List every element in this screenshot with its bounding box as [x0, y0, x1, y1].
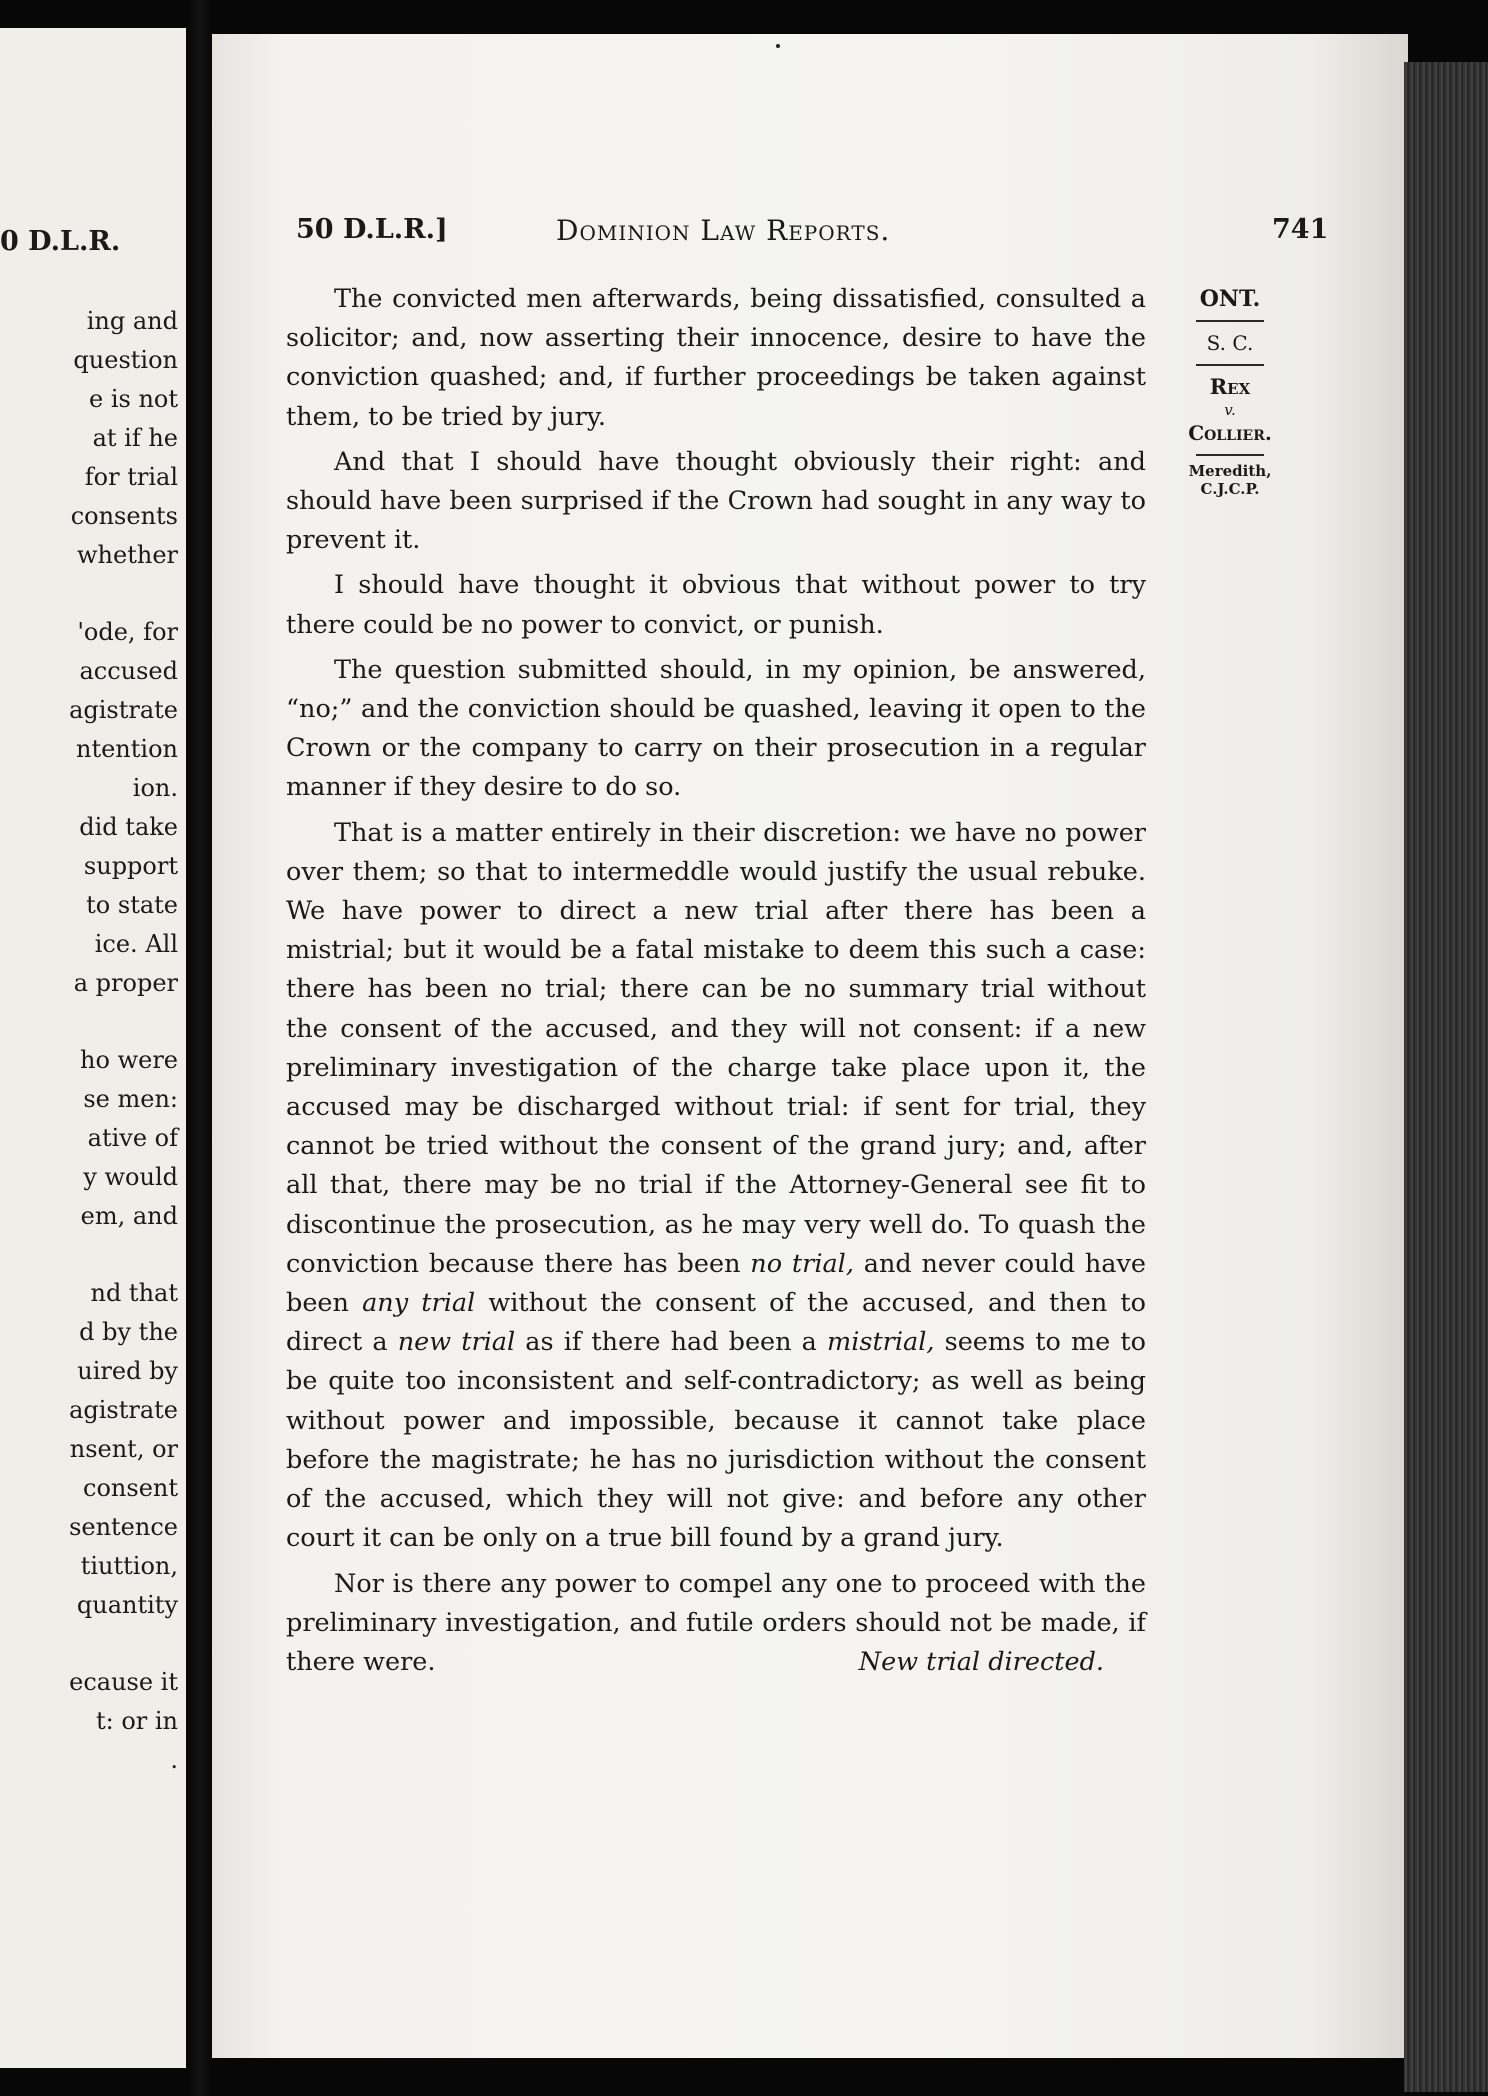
left-page-line: consent — [83, 1474, 178, 1502]
margin-note — [1180, 284, 1280, 498]
paragraph: I should have thought it obvious that without power to try there could be no power to convict, or punish. — [286, 570, 1146, 640]
text-run: as if there had been a — [515, 1327, 828, 1358]
text-run: Nor is there any power to compel any one to proceed with the preliminary investigation, and futile orders should not be made, if there were. — [286, 1568, 1146, 1677]
text-run: That is a matter entirely in their discretion: we have no power over them; so that to intermeddle would justify the usual rebuke. We have power to direct a new trial after there has been a mistrial; but it would be a fatal mistake to deem this such a case: there has been no trial; there can be no summary trial without the consent of the accused, and they will not consent: if a new preliminary investigation of the charge take place upon it, the accused may be discharged without trial: if sent for trial, they cannot be tried without the consent of the grand jury; and, after all that, there may be no trial if the Attorney-General see fit to discontinue the prosecution, as he may very well do. To quash the conviction because there has been — [286, 817, 1146, 1279]
left-page-line: a proper — [73, 969, 178, 997]
left-page-line: d by the — [79, 1318, 178, 1346]
left-page-line: for trial — [84, 463, 178, 491]
margin-judge-name: Meredith, — [1188, 462, 1272, 480]
margin-court: ONT. — [1199, 286, 1261, 312]
margin-rule — [1196, 320, 1264, 322]
paragraph — [286, 1565, 1146, 1683]
line-gap — [0, 1236, 178, 1274]
left-page-line: uired by — [77, 1357, 178, 1385]
page-number: 741 — [1272, 214, 1329, 245]
left-facing-page — [0, 28, 186, 2068]
text-run: seems to me to be quite too inconsistent and self-contradictory; as well as being without power and impossible, because it cannot take place before the magistrate; he has no jurisdiction without the consent of the accused, which they will not give: and before any other court it can be only on a true bill found by a grand jury. — [286, 1327, 1146, 1554]
text-run: and never could have been — [286, 1248, 1146, 1319]
left-page-line: sentence — [69, 1513, 178, 1541]
line-gap — [0, 575, 178, 613]
left-page-line: quantity — [76, 1591, 178, 1619]
left-page-line: to state — [86, 891, 178, 919]
line-gap — [0, 1003, 178, 1041]
left-page-line: whether — [77, 541, 178, 569]
left-page-line: nd that — [90, 1279, 178, 1307]
margin-rule — [1196, 364, 1264, 366]
left-page-line: support — [83, 852, 178, 880]
italic-run: new trial — [397, 1327, 516, 1358]
margin-party-1: Rex — [1209, 374, 1251, 399]
margin-division: S. C. — [1206, 331, 1254, 355]
left-page-line: did take — [79, 813, 178, 841]
left-page-line: accused — [79, 657, 178, 685]
paragraph: The convicted men afterwards, being dissatisfied, consulted a solicitor; and, now asserting their innocence, desire to have the conviction quashed; and, if further proceedings be taken against them, to be tried by jury. — [286, 284, 1146, 432]
left-page-line: ative of — [87, 1124, 178, 1152]
left-page-line: em, and — [80, 1202, 178, 1230]
left-page-line: ion. — [132, 774, 178, 802]
paragraph — [286, 814, 1146, 1559]
left-page-line: t: or in — [95, 1707, 178, 1735]
line-gap — [0, 1625, 178, 1663]
left-page-line: question — [73, 346, 178, 374]
left-page-line: agistrate — [69, 696, 178, 724]
book-gutter — [186, 0, 214, 2096]
left-page-line: tiuttion, — [80, 1552, 178, 1580]
page-speck — [776, 44, 780, 48]
margin-rule — [1196, 454, 1264, 456]
margin-party-2: Collier. — [1188, 421, 1272, 445]
left-page-line: at if he — [92, 424, 178, 452]
running-head-title: Dominion Law Reports. — [556, 214, 891, 247]
left-page-line: se men: — [83, 1085, 178, 1113]
left-page-line: e is not — [88, 385, 178, 413]
left-page-line: consents — [70, 502, 178, 530]
left-page-line: . — [170, 1746, 178, 1774]
paragraph: And that I should have thought obviously their right: and should have been surprised if the Crown had sought in any way to prevent it. — [286, 446, 1146, 556]
running-head-volume: 50 D.L.R.] — [296, 214, 448, 245]
left-page-line: ntention — [76, 735, 178, 763]
left-page-line: ecause it — [69, 1668, 178, 1696]
left-page-line: 'ode, for — [77, 618, 178, 646]
judgment-text — [286, 280, 1146, 1688]
italic-run: any trial — [362, 1288, 476, 1319]
left-page-line: nsent, or — [69, 1435, 178, 1463]
left-page-line: ing and — [86, 307, 178, 335]
text-run: without the consent of the accused, and then to direct a — [286, 1288, 1146, 1358]
italic-run: no trial, — [750, 1248, 854, 1279]
margin-judge-title: C.J.C.P. — [1200, 480, 1260, 498]
left-page-running-head: 0 D.L.R. — [0, 226, 121, 257]
disposition: New trial directed. — [858, 1646, 1104, 1677]
left-page-line: y would — [83, 1163, 178, 1191]
page-edges — [1404, 62, 1488, 2092]
left-page-line: agistrate — [69, 1396, 178, 1424]
margin-versus: v. — [1224, 401, 1236, 419]
left-page-line: ice. All — [94, 930, 178, 958]
left-page-line: ho were — [80, 1046, 178, 1074]
paragraph: The question submitted should, in my opinion, be answered, “no;” and the conviction should be quashed, leaving it open to the Crown or the company to carry on their prosecution in a regular manner if they desire to do so. — [286, 654, 1146, 803]
left-page-text-column — [0, 302, 178, 1780]
italic-run: mistrial, — [827, 1327, 935, 1358]
